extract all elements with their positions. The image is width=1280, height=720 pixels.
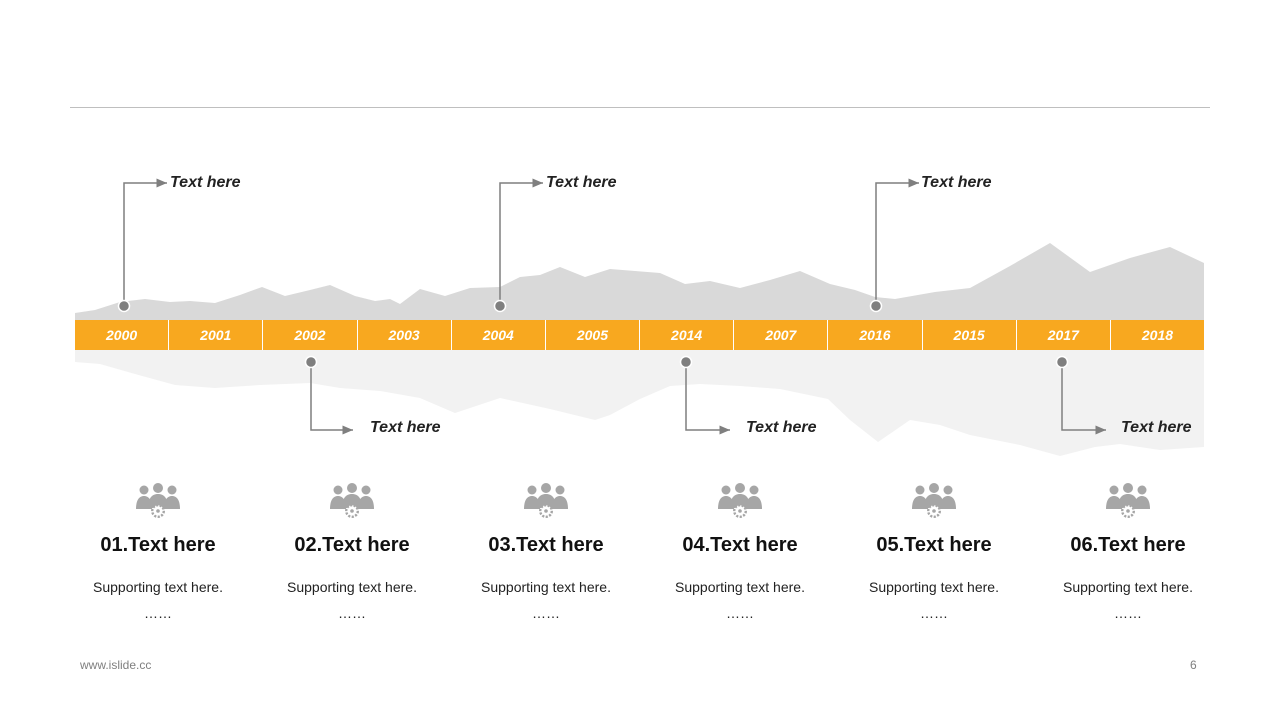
year-cell: 2005 <box>546 320 640 350</box>
step-ellipsis: …… <box>532 605 560 621</box>
step-description: Supporting text here. <box>93 579 223 595</box>
team-gear-icon <box>134 482 182 518</box>
step-item <box>255 482 449 621</box>
team-gear-icon <box>328 482 376 518</box>
step-item <box>1031 482 1225 621</box>
year-timeline-bar <box>75 320 1204 350</box>
step-description: Supporting text here. <box>1063 579 1193 595</box>
step-description: Supporting text here. <box>675 579 805 595</box>
callout-label-top-2: Text here <box>546 174 617 191</box>
step-description: Supporting text here. <box>287 579 417 595</box>
team-gear-icon <box>522 482 570 518</box>
callout-label-bottom-1: Text here <box>370 419 441 436</box>
callout-label-top-3: Text here <box>921 174 992 191</box>
step-item <box>61 482 255 621</box>
callout-dot-bottom-1 <box>306 357 317 368</box>
team-gear-icon <box>1104 482 1152 518</box>
year-cell: 2001 <box>169 320 263 350</box>
team-gear-icon <box>716 482 764 518</box>
callout-dot-top-2 <box>495 301 506 312</box>
callout-label-bottom-3: Text here <box>1121 419 1192 436</box>
callout-dot-top-1 <box>119 301 130 312</box>
step-ellipsis: …… <box>338 605 366 621</box>
step-ellipsis: …… <box>1114 605 1142 621</box>
step-ellipsis: …… <box>144 605 172 621</box>
step-title: 04.Text here <box>682 534 798 556</box>
year-cell: 2000 <box>75 320 169 350</box>
year-cell: 2016 <box>828 320 922 350</box>
callout-connector-top-1 <box>124 183 167 306</box>
callout-connector-top-3 <box>876 183 919 306</box>
steps-row <box>61 482 1225 621</box>
callout-dot-bottom-2 <box>681 357 692 368</box>
callout-dot-top-3 <box>871 301 882 312</box>
callout-label-bottom-2: Text here <box>746 419 817 436</box>
callout-label-top-1: Text here <box>170 174 241 191</box>
step-title: 01.Text here <box>100 534 216 556</box>
team-gear-icon <box>910 482 958 518</box>
year-cell: 2014 <box>640 320 734 350</box>
year-cell: 2018 <box>1111 320 1204 350</box>
step-ellipsis: …… <box>920 605 948 621</box>
step-item <box>837 482 1031 621</box>
mountain-reflection <box>75 350 1204 456</box>
step-description: Supporting text here. <box>481 579 611 595</box>
mountain-silhouette <box>75 243 1204 320</box>
step-description: Supporting text here. <box>869 579 999 595</box>
year-cell: 2002 <box>263 320 357 350</box>
year-cell: 2003 <box>358 320 452 350</box>
step-item <box>449 482 643 621</box>
year-cell: 2007 <box>734 320 828 350</box>
step-title: 02.Text here <box>294 534 410 556</box>
year-cell: 2015 <box>923 320 1017 350</box>
step-title: 06.Text here <box>1070 534 1186 556</box>
step-title: 03.Text here <box>488 534 604 556</box>
year-cell: 2004 <box>452 320 546 350</box>
step-ellipsis: …… <box>726 605 754 621</box>
step-title: 05.Text here <box>876 534 992 556</box>
callout-dot-bottom-3 <box>1057 357 1068 368</box>
page-number: 6 <box>1190 658 1197 672</box>
footer-url: www.islide.cc <box>80 658 152 672</box>
step-item <box>643 482 837 621</box>
year-cell: 2017 <box>1017 320 1111 350</box>
